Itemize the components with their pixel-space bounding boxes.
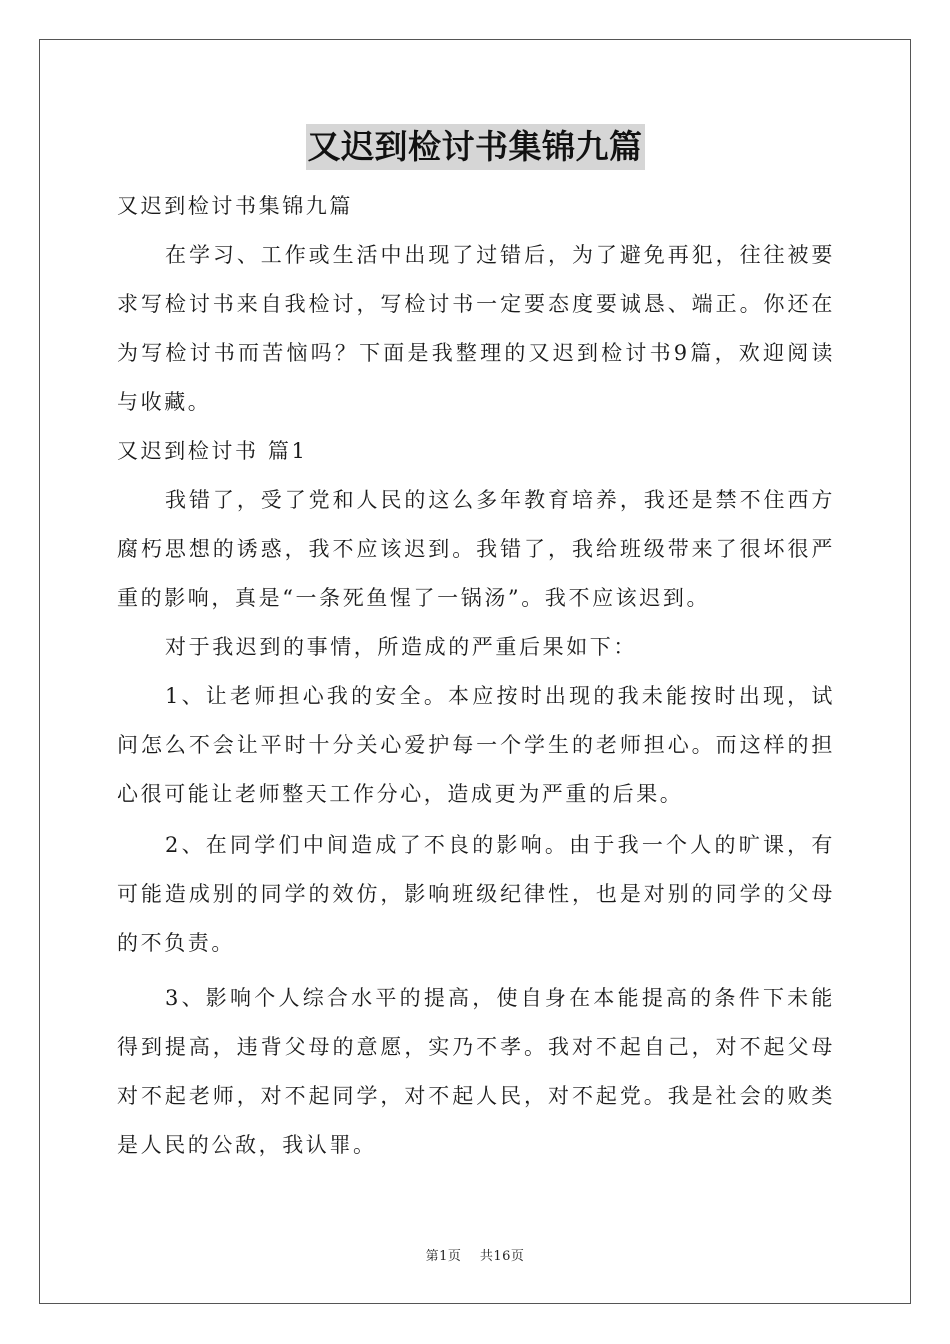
body-paragraph: 2、在同学们中间造成了不良的影响。由于我一个人的旷课，有可能造成别的同学的效仿，影响班级纪律性，也是对别的同学的父母的不负责。 [117, 833, 835, 955]
body-paragraph: 对于我迟到的事情，所造成的严重后果如下： [165, 635, 637, 659]
page-total: 共16页 [479, 1249, 525, 1264]
title-container [0, 124, 950, 170]
body-paragraph: 我错了，受了党和人民的这么多年教育培养，我还是禁不住西方腐朽思想的诱惑，我不应该迟到。我错了，我给班级带来了很坏很严重的影响，真是“一条死鱼惺了一锅汤”。我不应该迟到。 [117, 488, 835, 610]
document-subtitle: 又迟到检讨书集锦九篇 [117, 194, 353, 218]
section-heading: 又迟到检讨书 篇1 [117, 439, 308, 463]
document-title: 又迟到检讨书集锦九篇 [306, 124, 645, 170]
body-paragraph: 3、影响个人综合水平的提高，使自身在本能提高的条件下未能得到提高，违背父母的意愿，实乃不孝。我对不起自己，对不起父母对不起老师，对不起同学，对不起人民，对不起党。我是社会的败类是人民的公敌，我认罪。 [117, 986, 835, 1157]
body-paragraph: 1、让老师担心我的安全。本应按时出现的我未能按时出现，试问怎么不会让平时十分关心爱护每一个学生的老师担心。而这样的担心很可能让老师整天工作分心，造成更为严重的后果。 [117, 684, 835, 806]
intro-paragraph: 在学习、工作或生活中出现了过错后，为了避免再犯，往往被要求写检讨书来自我检讨，写检讨书一定要态度要诚恳、端正。你还在为写检讨书而苦恼吗？下面是我整理的又迟到检讨书9篇，欢迎阅读与收藏。 [117, 243, 835, 414]
document-body [117, 182, 835, 1170]
page-number: 第1页 [425, 1249, 462, 1264]
page-footer [0, 1245, 950, 1264]
